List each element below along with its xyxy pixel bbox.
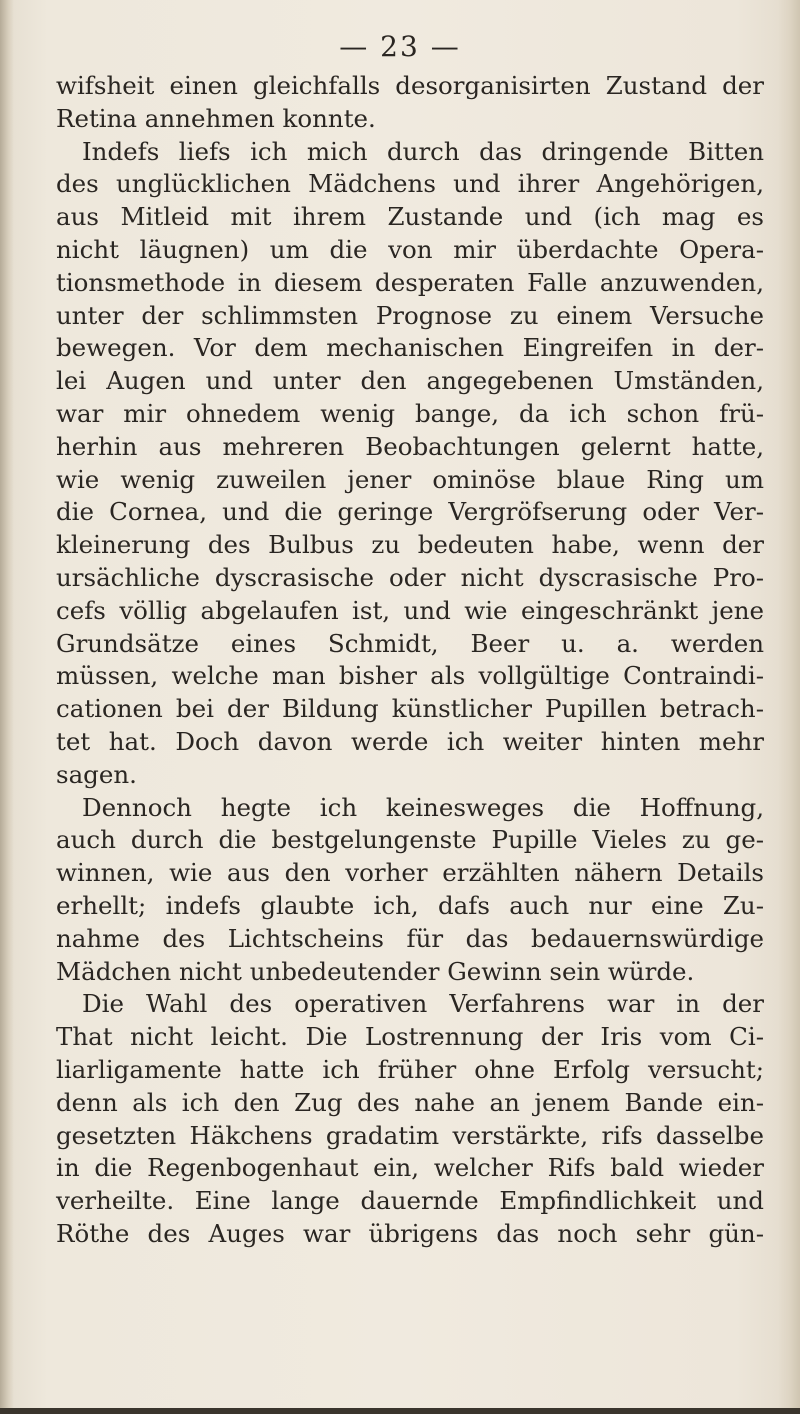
bottom-edge [0,1408,800,1414]
text-line: müssen, welche man bisher als vollgültige Contraindi- [56,661,764,691]
text-line: Retina annehmen konnte. [56,103,376,133]
text-line: Grundsätze eines Schmidt, Beer u. a. werden [56,628,764,658]
text-line: sagen. [56,759,137,789]
text-line: Indefs liefs ich mich durch das dringende Bitten [82,136,764,166]
text-line: nicht läugnen) um die von mir überdachte Opera- [56,234,764,264]
page-edge [778,0,800,1414]
text-line: des unglücklichen Mädchens und ihrer Angehörigen, [56,169,764,199]
page-number-header: — 23 — [339,30,461,63]
text-line: auch durch die bestgelungenste Pupille Vieles zu ge- [56,825,764,855]
text-line: tet hat. Doch davon werde ich weiter hinten mehr [56,726,764,756]
text-line: ursächliche dyscrasische oder nicht dyscrasische Pro- [56,562,764,592]
text-line: Die Wahl des operativen Verfahrens war in der [82,989,764,1019]
text-line: cefs völlig abgelaufen ist, und wie eingeschränkt jene [56,595,764,625]
text-line: kleinerung des Bulbus zu bedeuten habe, wenn der [56,530,764,560]
text-line: unter der schlimmsten Prognose zu einem Versuche [56,300,764,330]
text-line: in die Regenbogenhaut ein, welcher Rifs bald wieder [56,1153,764,1183]
text-line: Mädchen nicht unbedeutender Gewinn sein würde. [56,956,695,986]
body-text [56,70,764,1251]
text-line: denn als ich den Zug des nahe an jenem Bande ein- [56,1087,764,1117]
text-line: Röthe des Auges war übrigens das noch sehr gün- [56,1218,764,1248]
text-line: herhin aus mehreren Beobachtungen gelernt hatte, [56,431,764,461]
text-line: That nicht leicht. Die Lostrennung der Iris vom Ci- [56,1022,764,1052]
text-line: die Cornea, und die geringe Vergröfserung oder Ver- [56,497,764,527]
text-line: lei Augen und unter den angegebenen Umständen, [56,366,764,396]
text-line: verheilte. Eine lange dauernde Empfindlichkeit und [56,1186,764,1216]
text-line: aus Mitleid mit ihrem Zustande und (ich mag es [56,202,764,232]
text-line: wie wenig zuweilen jener ominöse blaue Ring um [56,464,764,494]
text-line: liarligamente hatte ich früher ohne Erfolg versucht; [56,1054,764,1084]
text-line: bewegen. Vor dem mechanischen Eingreifen in der- [56,333,764,363]
text-line: nahme des Lichtscheins für das bedauernswürdige [56,923,764,953]
text-line: winnen, wie aus den vorher erzählten nähern Details [56,858,764,888]
text-line: Dennoch hegte ich keinesweges die Hoffnung, [82,792,764,822]
text-line: erhellt; indefs glaubte ich, dafs auch nur eine Zu- [56,890,764,920]
text-line: cationen bei der Bildung künstlicher Pupillen betrach- [56,694,764,724]
binding-edge [0,0,14,1414]
text-line: tionsmethode in diesem desperaten Falle anzuwenden, [56,267,764,297]
text-line: wifsheit einen gleichfalls desorganisirten Zustand der [56,71,764,100]
text-line: gesetzten Häkchens gradatim verstärkte, rifs dasselbe [56,1120,764,1150]
text-line: war mir ohnedem wenig bange, da ich schon frü- [56,398,764,428]
